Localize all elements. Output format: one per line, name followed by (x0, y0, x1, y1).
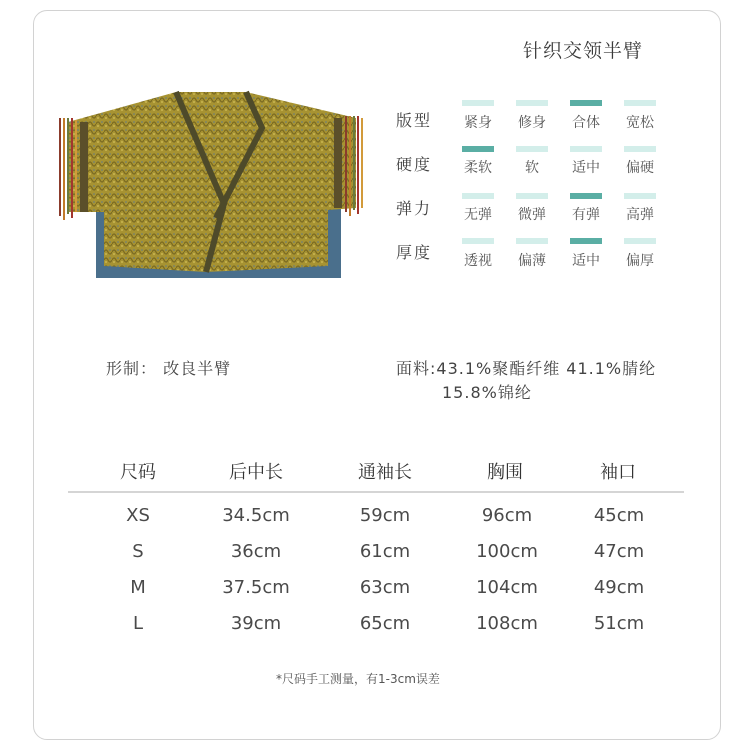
table-cell: 45cm (593, 505, 645, 526)
table-cell: 51cm (593, 613, 645, 634)
fabric-text: 面料:43.1%聚酯纤维 41.1%腈纶 (396, 359, 657, 378)
attr-option: 紧身 (464, 115, 492, 131)
shape-text: 形制： 改良半臂 (106, 359, 232, 378)
attr-option: 透视 (464, 253, 492, 269)
measurement-note: *尺码手工测量，有1-3cm误差 (276, 672, 440, 686)
level-bar (462, 238, 494, 244)
attr-option: 偏硬 (626, 160, 654, 176)
level-bar-selected (570, 100, 602, 106)
attr-option: 偏厚 (626, 253, 654, 269)
attr-label: 弹力 (396, 199, 433, 218)
level-bar (462, 193, 494, 199)
table-cell: 108cm (476, 613, 538, 634)
level-bar (462, 100, 494, 106)
table-header: 通袖长 (358, 462, 412, 483)
level-bar-selected (570, 193, 602, 199)
table-header: 尺码 (120, 462, 156, 483)
table-cell: 104cm (476, 577, 538, 598)
attr-label: 版型 (396, 111, 433, 130)
level-bar-selected (462, 146, 494, 152)
table-cell: 39cm (230, 613, 282, 634)
table-cell: XS (126, 505, 150, 526)
attr-option: 有弹 (572, 207, 600, 223)
table-cell: S (132, 541, 144, 562)
attr-option: 柔软 (464, 160, 492, 176)
attr-option: 无弹 (464, 207, 492, 223)
table-cell: M (130, 577, 146, 598)
table-cell: 37.5cm (222, 577, 290, 598)
fabric-text-cont: 15.8%锦纶 (442, 383, 532, 402)
level-bar (624, 238, 656, 244)
table-cell: 49cm (593, 577, 645, 598)
attr-option: 软 (525, 160, 539, 176)
attr-label: 厚度 (396, 243, 433, 262)
level-bar (516, 146, 548, 152)
attr-option: 高弹 (626, 207, 654, 223)
level-bar-selected (570, 238, 602, 244)
attr-option: 偏薄 (518, 253, 546, 269)
table-cell: 96cm (481, 505, 533, 526)
level-bar (624, 146, 656, 152)
table-cell: 61cm (359, 541, 411, 562)
level-bar (516, 238, 548, 244)
table-header: 后中长 (229, 462, 283, 483)
attr-option: 宽松 (626, 115, 654, 131)
table-cell: L (132, 613, 144, 634)
attr-option: 修身 (518, 115, 546, 131)
level-bar (624, 100, 656, 106)
table-header: 胸围 (487, 462, 523, 483)
attr-option: 适中 (572, 253, 600, 269)
attr-option: 微弹 (518, 207, 546, 223)
table-cell: 47cm (593, 541, 645, 562)
level-bar (570, 146, 602, 152)
table-cell: 59cm (359, 505, 411, 526)
level-bar (516, 100, 548, 106)
product-title: 针织交领半臂 (523, 40, 644, 62)
table-cell: 36cm (230, 541, 282, 562)
attr-option: 适中 (572, 160, 600, 176)
level-bar (516, 193, 548, 199)
table-cell: 65cm (359, 613, 411, 634)
attr-label: 硬度 (396, 155, 433, 174)
level-bar (624, 193, 656, 199)
table-cell: 34.5cm (222, 505, 290, 526)
table-divider (68, 491, 684, 493)
table-header: 袖口 (600, 462, 636, 483)
table-cell: 100cm (476, 541, 538, 562)
table-cell: 63cm (359, 577, 411, 598)
attr-option: 合体 (572, 115, 600, 131)
garment-image (56, 88, 366, 284)
